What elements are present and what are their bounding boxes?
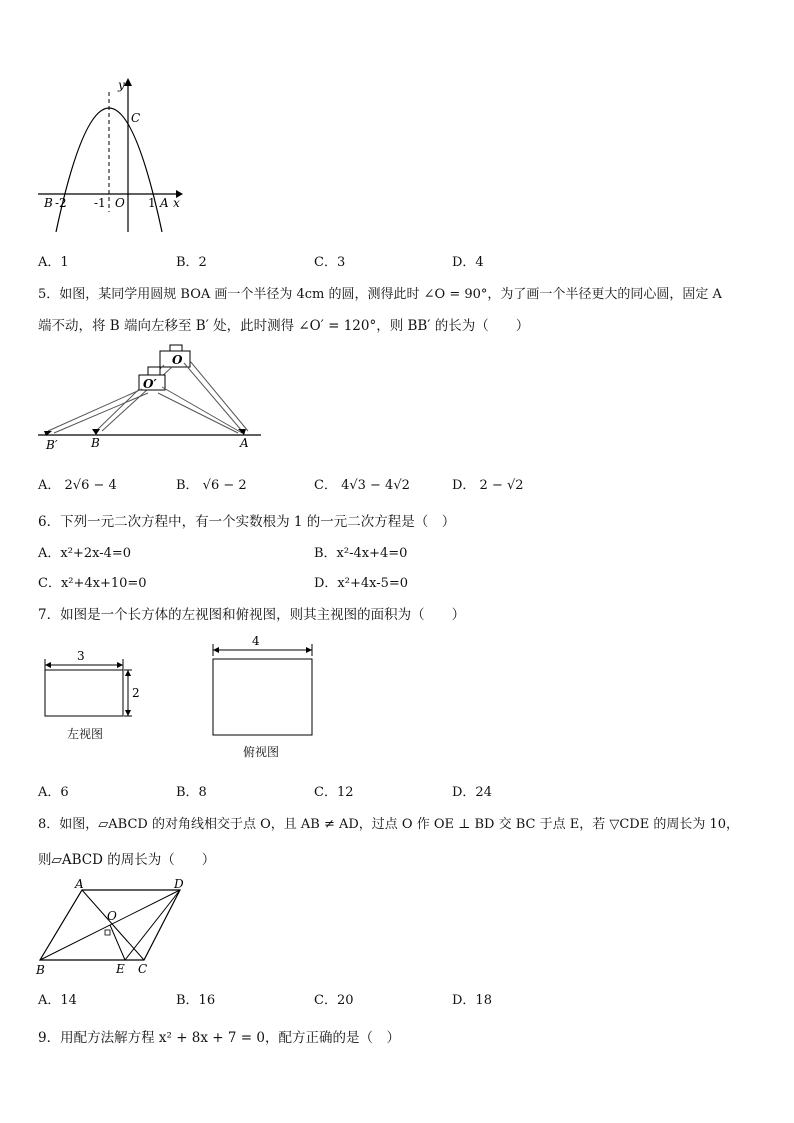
label-c: C: [138, 962, 148, 976]
y-axis-arrow: [124, 78, 132, 86]
x-label: x: [173, 196, 180, 210]
q7-stem: 7．如图是一个长方体的左视图和俯视图，则其主视图的面积为（ ）: [38, 607, 466, 623]
q7-top-view-figure: [208, 630, 320, 740]
q5-option-b[interactable]: B． √6 − 2: [176, 478, 247, 493]
left-view-rect: [45, 670, 123, 716]
segment-de: [125, 890, 180, 960]
q4-option-c[interactable]: C．3: [314, 255, 346, 270]
q7-option-c[interactable]: C．12: [314, 785, 354, 800]
q6-option-b[interactable]: B．x²-4x+4=0: [314, 546, 408, 561]
q8-stem-line1: 8．如图，▱ABCD 的对角线相交于点 O，且 AB ≠ AD，过点 O 作 OE ⊥ BD 交 BC 于点 E，若 ▽CDE 的周长为 10，: [38, 817, 740, 832]
c-label: C: [131, 111, 141, 125]
q6-option-a[interactable]: A．x²+2x-4=0: [38, 546, 132, 561]
origin-label: O: [115, 196, 125, 210]
q5-stem-line1: 5．如图，某同学用圆规 BOA 画一个半径为 4cm 的圆，测得此时 ∠O = 90°，为了画一个半径更大的同心圆，固定 A: [38, 287, 722, 302]
label-o: O: [172, 353, 183, 367]
q4-parabola-figure: [36, 74, 186, 244]
label-b: B: [36, 963, 45, 977]
q5-option-d[interactable]: D． 2 − √2: [452, 478, 524, 493]
diagonal-ac: [82, 890, 144, 960]
top-view-caption: 俯视图: [243, 745, 280, 759]
y-label: y: [118, 78, 125, 92]
label-e: E: [116, 962, 125, 976]
q8-option-b[interactable]: B．16: [176, 993, 216, 1008]
label-a: A: [75, 878, 84, 891]
left-view-width-label: 3: [77, 649, 85, 663]
a-label: A: [160, 196, 169, 210]
right-angle-mark: [105, 930, 110, 935]
label-o-prime: O′: [143, 377, 157, 391]
top-view-width-label: 4: [252, 634, 260, 648]
tick-1: 1: [148, 196, 156, 210]
label-a: A: [240, 436, 249, 450]
q5-option-c[interactable]: C． 4√3 − 4√2: [314, 478, 410, 493]
top-view-rect: [213, 659, 312, 735]
q6-stem: 6．下列一元二次方程中，有一个实数根为 1 的一元二次方程是（ ）: [38, 514, 456, 530]
q5-compass-figure: [36, 343, 266, 455]
q5-option-a[interactable]: A． 2√6 − 4: [38, 478, 117, 493]
label-d: D: [174, 878, 184, 891]
q7-option-b[interactable]: B．8: [176, 785, 207, 800]
label-o: O: [107, 909, 117, 923]
label-b-prime: B′: [46, 438, 58, 452]
q4-option-a[interactable]: A．1: [38, 255, 69, 270]
q8-parallelogram-figure: [34, 878, 194, 978]
q7-left-view-figure: [40, 645, 150, 725]
q8-option-a[interactable]: A．14: [38, 993, 77, 1008]
label-b: B: [91, 436, 100, 450]
q4-option-b[interactable]: B．2: [176, 255, 207, 270]
left-view-caption: 左视图: [67, 727, 104, 741]
q4-option-d[interactable]: D．4: [452, 255, 484, 270]
q8-option-c[interactable]: C．20: [314, 993, 354, 1008]
q7-option-d[interactable]: D．24: [452, 785, 492, 800]
tick-minus-2: -2: [55, 196, 67, 210]
q5-stem-line2: 端不动，将 B 端向左移至 B′ 处，此时测得 ∠O′ = 120°，则 BB′ 的长为（ ）: [38, 318, 530, 334]
q9-stem: 9．用配方法解方程 x² + 8x + 7 = 0，配方正确的是（ ）: [38, 1030, 400, 1046]
q7-option-a[interactable]: A．6: [38, 785, 69, 800]
q6-option-c[interactable]: C．x²+4x+10=0: [38, 576, 147, 591]
left-view-height-label: 2: [132, 686, 140, 700]
b-label: B: [44, 196, 53, 210]
tick-minus-1: -1: [94, 196, 106, 210]
q6-option-d[interactable]: D．x²+4x-5=0: [314, 576, 409, 591]
q8-option-d[interactable]: D．18: [452, 993, 492, 1008]
q8-stem-line2: 则▱ABCD 的周长为（ ）: [38, 852, 216, 868]
